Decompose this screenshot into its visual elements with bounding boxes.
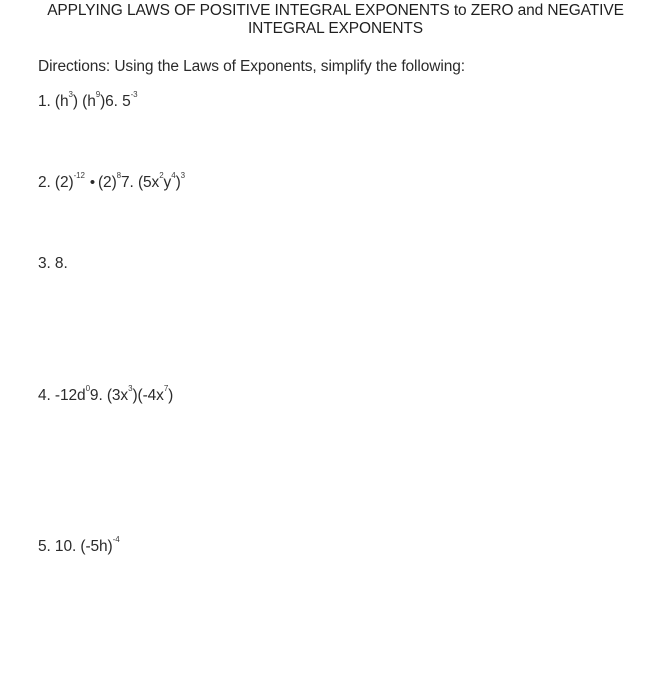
problem-5-text-a: 5. 10. (-5h) <box>38 538 113 555</box>
title-line-2: INTEGRAL EXPONENTS <box>247 20 424 37</box>
problem-3-text: 3. 8. <box>38 255 68 272</box>
problem-2-exponent-a: -12 <box>73 170 85 180</box>
problem-2-text-a: 2. (2) <box>38 174 74 191</box>
problem-4-text-c: )(-4x <box>132 387 164 404</box>
problem-1-text-b: ) (h <box>72 93 96 110</box>
problem-2-text-b: (2) <box>98 174 117 191</box>
problem-1-exponent-c: -3 <box>130 89 138 99</box>
worksheet-title <box>0 2 671 38</box>
problem-2 <box>38 170 185 192</box>
problem-2-text-e: ) <box>175 174 181 191</box>
problem-1-text-a: 1. (h <box>38 93 69 110</box>
problem-4-exponent-c: 7 <box>163 383 169 393</box>
problem-2-exponent-b: 8 <box>116 170 122 180</box>
problem-2-exponent-c: 2 <box>159 170 164 180</box>
problem-5-exponent-a: -4 <box>112 534 120 544</box>
problem-1-exponent-a: 3 <box>68 89 73 99</box>
problem-4 <box>38 383 174 405</box>
title-line-1: APPLYING LAWS OF POSITIVE INTEGRAL EXPONENTS to ZERO and NEGATIVE <box>47 2 624 19</box>
problem-2-exponent-d: 4 <box>171 170 176 180</box>
problem-1 <box>38 89 138 111</box>
problem-4-exponent-a: 0 <box>85 383 90 393</box>
directions-text: Directions: Using the Laws of Exponents, simplify the following: <box>38 58 465 75</box>
problem-4-exponent-b: 3 <box>128 383 133 393</box>
problem-2-text-d: y <box>163 174 172 191</box>
problem-4-text-b: 9. (3x <box>89 387 129 404</box>
problem-3 <box>38 255 68 273</box>
problem-1-text-c: )6. 5 <box>100 93 131 110</box>
problem-1-exponent-b: 9 <box>95 89 101 99</box>
problem-5 <box>38 534 120 556</box>
problem-4-text-a: 4. -12d <box>38 387 86 404</box>
multiplication-dot-icon: • <box>89 174 95 191</box>
problem-2-exponent-e: 3 <box>180 170 185 180</box>
problem-2-text-c: 7. (5x <box>121 174 160 191</box>
problem-4-text-d: ) <box>168 387 174 404</box>
